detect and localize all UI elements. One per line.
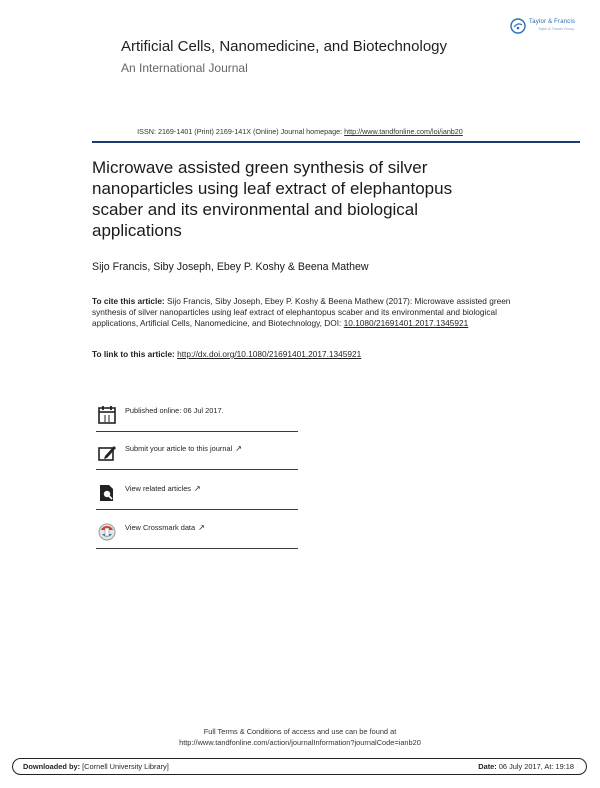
- crossmark-label: View Crossmark data: [125, 523, 196, 532]
- download-date-label: Date:: [478, 762, 497, 771]
- edit-icon: [96, 442, 118, 464]
- calendar-icon: [96, 404, 118, 426]
- issn-text: ISSN: 2169-1401 (Print) 2169-141X (Online) Journal homepage:: [137, 127, 345, 136]
- header-divider: [92, 141, 580, 143]
- external-link-icon: ↗︎: [194, 484, 201, 493]
- related-articles-label: View related articles: [125, 484, 191, 493]
- submit-article-row[interactable]: [96, 434, 298, 470]
- published-online-row: [96, 396, 298, 432]
- citation-block: [92, 296, 522, 329]
- publisher-logo-subtext: Taylor & Francis Group: [538, 27, 574, 31]
- row-divider: [96, 509, 298, 510]
- crossmark-row[interactable]: [96, 513, 298, 549]
- crossmark-icon: [96, 521, 118, 543]
- downloaded-by: [23, 762, 169, 771]
- related-search-icon: [96, 482, 118, 504]
- publisher-logo[interactable]: [510, 16, 590, 40]
- publisher-logo-text: Taylor & Francis: [529, 19, 576, 25]
- external-link-icon: ↗︎: [235, 444, 242, 453]
- article-doi-link[interactable]: http://dx.doi.org/10.1080/21691401.2017.1345921: [177, 349, 362, 359]
- citation-text: Sijo Francis, Siby Joseph, Ebey P. Koshy & Beena Mathew (2017): Microwave assisted green synthesis of silver nanoparticles using leaf extract of elephantopus scaber and its environmental and biological applications, Artificial Cells, Nanomedicine, and Biotechnology, DOI:: [92, 296, 511, 328]
- submit-article-link[interactable]: [125, 444, 242, 453]
- terms-block: [0, 727, 600, 748]
- external-link-icon: ↗︎: [198, 523, 205, 532]
- terms-text: Full Terms & Conditions of access and use can be found at: [203, 727, 397, 736]
- downloaded-by-label: Downloaded by:: [23, 762, 81, 771]
- downloaded-by-value: [Cornell University Library]: [80, 762, 169, 771]
- published-online-label: Published online: 06 Jul 2017.: [125, 406, 224, 415]
- row-divider: [96, 469, 298, 470]
- link-label: To link to this article:: [92, 349, 178, 359]
- download-info-bar: [12, 758, 587, 775]
- article-link-line: [92, 349, 361, 359]
- crossmark-link[interactable]: [125, 523, 205, 532]
- submit-article-label: Submit your article to this journal: [125, 444, 233, 453]
- journal-subtitle: An International Journal: [121, 61, 248, 75]
- article-authors: Sijo Francis, Siby Joseph, Ebey P. Koshy & Beena Mathew: [92, 261, 369, 273]
- publisher-logo-icon: [510, 18, 526, 34]
- row-divider: [96, 431, 298, 432]
- terms-link[interactable]: http://www.tandfonline.com/action/journalInformation?journalCode=ianb20: [179, 737, 421, 747]
- download-date-value: 06 July 2017, At: 19:18: [496, 762, 574, 771]
- article-title: Microwave assisted green synthesis of silver nanoparticles using leaf extract of elephantopus scaber and its environmental and biological applications: [92, 158, 453, 240]
- related-articles-link[interactable]: [125, 484, 201, 493]
- row-divider: [96, 548, 298, 549]
- journal-homepage-link[interactable]: http://www.tandfonline.com/loi/ianb20: [344, 127, 463, 136]
- issn-line: [0, 127, 600, 136]
- journal-title: Artificial Cells, Nanomedicine, and Biotechnology: [121, 38, 448, 55]
- citation-doi-link[interactable]: 10.1080/21691401.2017.1345921: [343, 318, 469, 328]
- related-articles-row[interactable]: [96, 474, 298, 510]
- download-date: [478, 762, 574, 771]
- citation-label: To cite this article:: [92, 296, 165, 306]
